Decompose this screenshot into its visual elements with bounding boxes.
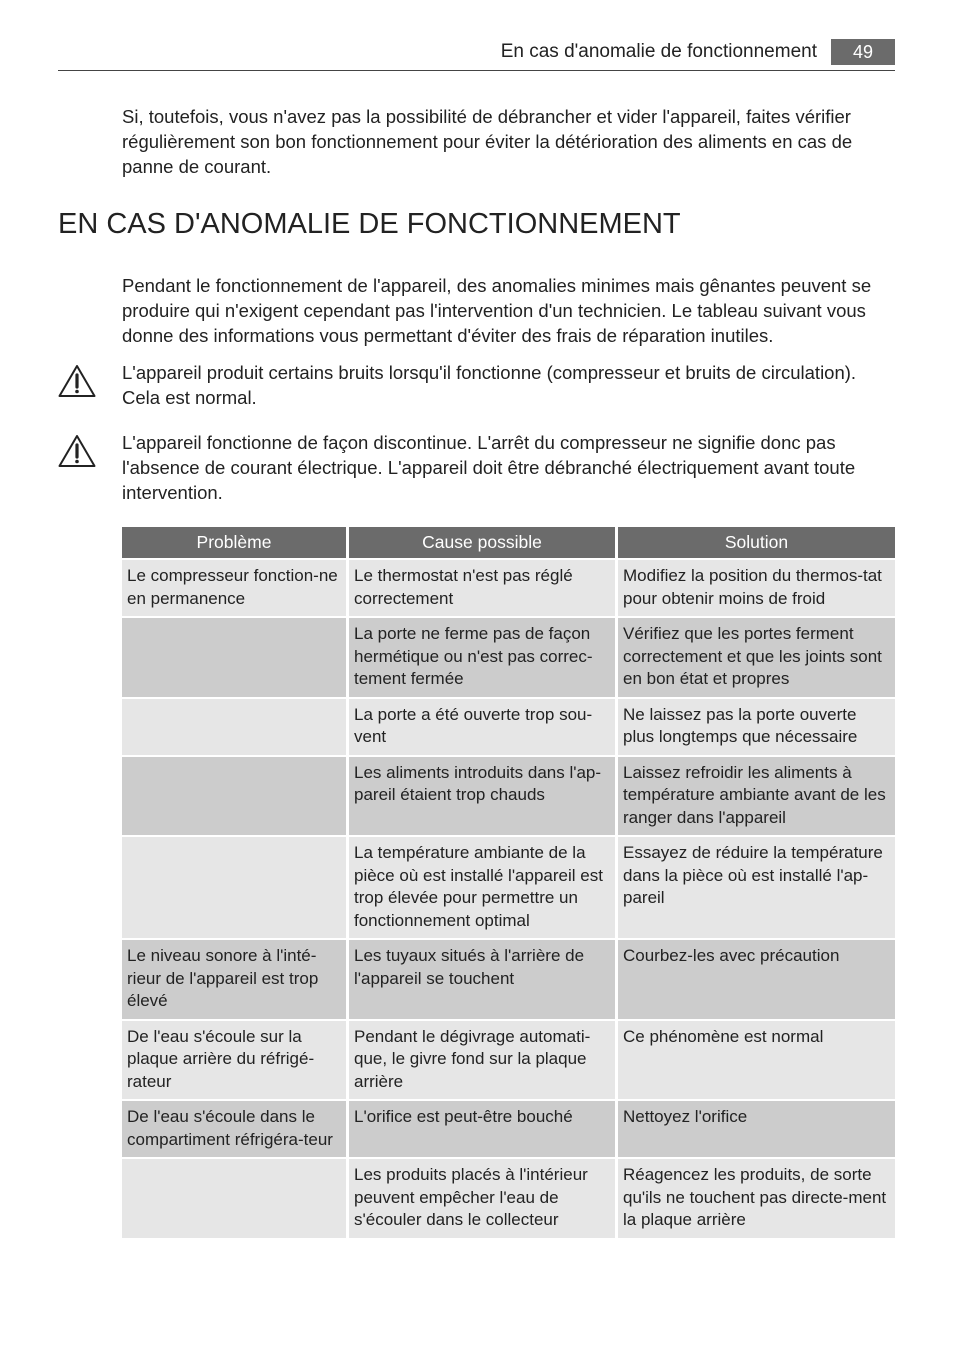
- table-row: [122, 1159, 895, 1238]
- cell-problem: Le niveau sonore à l'inté-rieur de l'appareil est trop élevé: [122, 940, 346, 1019]
- table-header-row: [122, 527, 895, 558]
- running-header-title: En cas d'anomalie de fonctionnement: [500, 41, 817, 62]
- warning-text-noise: L'appareil produit certains bruits lorsqu'il fonctionne (compresseur et bruits de circulation). Cela est normal.: [122, 362, 857, 408]
- table-row: [122, 1021, 895, 1100]
- section-paragraph: Pendant le fonctionnement de l'appareil, des anomalies minimes mais gênantes peuvent se produire qui n'exigent cependant pas l'intervention d'un technicien. Le tableau suivant vous donne des informations vous permettant d'éviter des frais de réparation inutiles.: [122, 275, 872, 346]
- cell-problem: De l'eau s'écoule sur la plaque arrière du réfrigé-rateur: [122, 1021, 346, 1100]
- table-row: [122, 560, 895, 616]
- table-row: [122, 618, 895, 697]
- cell-problem: Le compresseur fonction-ne en permanence: [122, 560, 346, 616]
- cell-problem: [122, 837, 346, 938]
- page-number: 49: [831, 39, 895, 65]
- table-row: [122, 837, 895, 938]
- header-solution: Solution: [618, 527, 895, 558]
- cell-cause: La température ambiante de la pièce où est installé l'appareil est trop élevée pour permettre un fonctionnement optimal: [349, 837, 615, 938]
- intro-paragraph: Si, toutefois, vous n'avez pas la possibilité de débrancher et vider l'appareil, faites vérifier régulièrement son bon fonctionnement pour éviter la détérioration des aliments en cas de panne de courant.: [122, 106, 853, 177]
- header-rule: [58, 70, 895, 71]
- table-row: [122, 1101, 895, 1157]
- cell-cause: Les aliments introduits dans l'ap-pareil étaient trop chauds: [349, 757, 615, 836]
- cell-cause: Les tuyaux situés à l'arrière de l'appareil se touchent: [349, 940, 615, 1019]
- section-heading: EN CAS D'ANOMALIE DE FONCTIONNEMENT: [58, 208, 681, 240]
- cell-solution: Vérifiez que les portes ferment correctement et que les joints sont en bon état et propres: [618, 618, 895, 697]
- cell-problem: [122, 618, 346, 697]
- header-problem: Problème: [122, 527, 346, 558]
- cell-cause: Le thermostat n'est pas réglé correctement: [349, 560, 615, 616]
- cell-solution: Réagencez les produits, de sorte qu'ils ne touchent pas directe-ment la plaque arrière: [618, 1159, 895, 1238]
- warning-icon: [58, 434, 96, 468]
- header-cause: Cause possible: [349, 527, 615, 558]
- table-row: [122, 757, 895, 836]
- cell-solution: Ce phénomène est normal: [618, 1021, 895, 1100]
- cell-problem: [122, 699, 346, 755]
- cell-cause: La porte a été ouverte trop sou-vent: [349, 699, 615, 755]
- cell-cause: L'orifice est peut-être bouché: [349, 1101, 615, 1157]
- cell-cause: La porte ne ferme pas de façon hermétique ou n'est pas correc-tement fermée: [349, 618, 615, 697]
- cell-problem: [122, 1159, 346, 1238]
- cell-solution: Nettoyez l'orifice: [618, 1101, 895, 1157]
- warning-icon: [58, 364, 96, 398]
- warning-text-discontinuous: L'appareil fonctionne de façon discontinue. L'arrêt du compresseur ne signifie donc pas l'absence de courant électrique. L'appareil doit être débranché électriquement avant toute intervention.: [122, 432, 856, 503]
- table-row: [122, 940, 895, 1019]
- running-header: [58, 39, 895, 65]
- cell-problem: [122, 757, 346, 836]
- cell-cause: Les produits placés à l'intérieur peuvent empêcher l'eau de s'écouler dans le collecteur: [349, 1159, 615, 1238]
- cell-solution: Laissez refroidir les aliments à température ambiante avant de les ranger dans l'appareil: [618, 757, 895, 836]
- cell-solution: Essayez de réduire la température dans la pièce où est installé l'ap-pareil: [618, 837, 895, 938]
- cell-cause: Pendant le dégivrage automati-que, le givre fond sur la plaque arrière: [349, 1021, 615, 1100]
- table-row: [122, 699, 895, 755]
- cell-solution: Modifiez la position du thermos-tat pour obtenir moins de froid: [618, 560, 895, 616]
- cell-problem: De l'eau s'écoule dans le compartiment réfrigéra-teur: [122, 1101, 346, 1157]
- troubleshooting-table: [119, 525, 898, 1240]
- cell-solution: Courbez-les avec précaution: [618, 940, 895, 1019]
- cell-solution: Ne laissez pas la porte ouverte plus longtemps que nécessaire: [618, 699, 895, 755]
